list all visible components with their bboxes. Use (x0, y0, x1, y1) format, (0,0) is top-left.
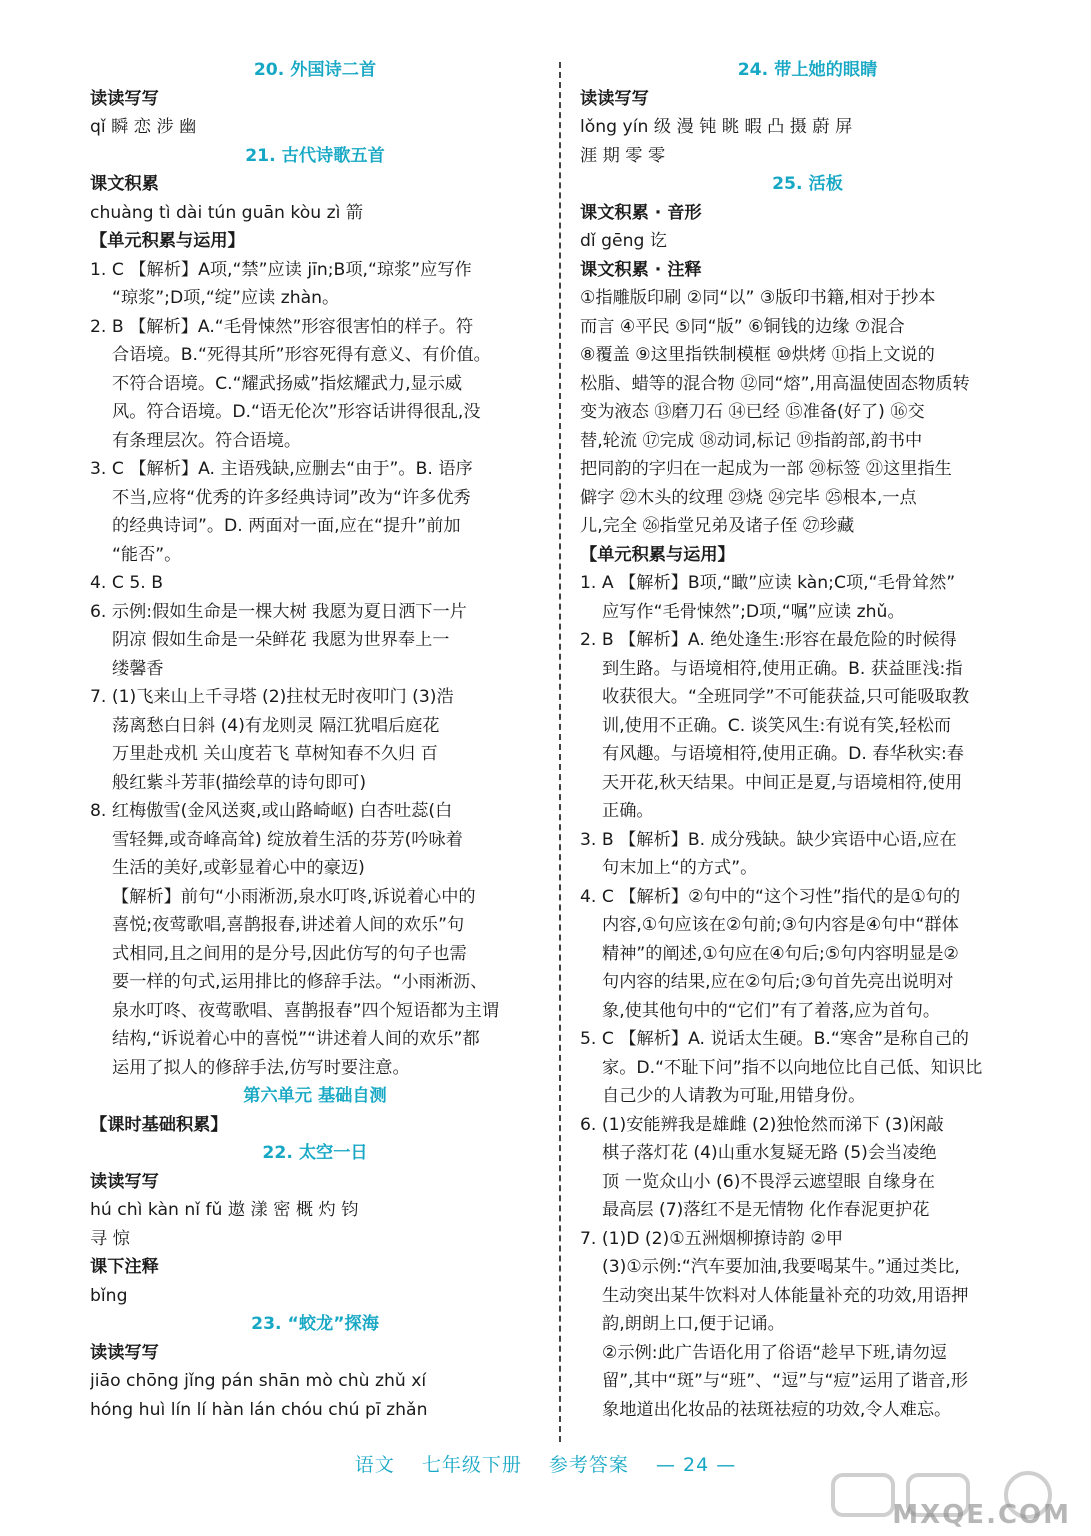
left-column (90, 56, 540, 1424)
right-text-line: 韵,朗朗上口,便于记诵。 (602, 1314, 785, 1334)
right-heading: 读读写写 (580, 88, 649, 109)
right-text-line: 最高层 (7)落红不是无情物 化作春泥更护花 (602, 1200, 930, 1220)
left-text-line: 寻 惊 (90, 1228, 130, 1249)
right-column (580, 56, 1035, 1424)
left-text-line: 不符合语境。C.“耀武扬威”指炫耀武力,显示威 (112, 373, 463, 394)
left-text-line: “能否”。 (112, 544, 182, 565)
right-title: 24. 带上她的眼睛 (737, 60, 878, 80)
left-text-line: 式相同,且之间用的是分号,因此仿写的句子也需 (112, 943, 467, 964)
right-text-line: 天开花,秋天结果。中间正是夏,与语境相符,使用 (602, 772, 963, 793)
footer-page-number: — 24 — (655, 1454, 737, 1476)
right-text-line: 变为液态 ⑬磨刀石 ⑭已经 ⑮准备(好了) ⑯交 (580, 402, 925, 422)
right-text-line: 留”,其中“斑”与“班”、“逗”与“痘”运用了谐音,形 (602, 1371, 969, 1391)
right-text-line: 到生路。与语境相符,使用正确。B. 获益匪浅:指 (602, 658, 963, 679)
left-text-line: “琼浆”;D项,“绽”应读 zhàn。 (112, 288, 340, 308)
right-text-line: 2. B 【解析】A. 绝处逢生:形容在最危险的时候得 (580, 630, 957, 650)
right-title: 25. 活板 (772, 174, 843, 194)
left-text-line: 风。符合语境。D.“语无伦次”形容话讲得很乱,没 (112, 402, 481, 422)
left-text-line: 6. 示例:假如生命是一棵大树 我愿为夏日洒下一片 (90, 601, 467, 622)
left-text-line: 阴凉 假如生命是一朵鲜花 我愿为世界奉上一 (112, 630, 450, 650)
right-text-line: (3)①示例:“汽车要加油,我要喝某牛。”通过类比, (602, 1257, 960, 1277)
left-heading: 读读写写 (90, 88, 159, 109)
left-heading: 课下注释 (90, 1257, 159, 1277)
right-text-line: 涯 期 零 零 (580, 145, 666, 166)
left-text-line: hú chì kàn nǐ fǔ 遨 漾 密 概 灼 钧 (90, 1200, 359, 1220)
right-heading: 【单元积累与运用】 (580, 544, 735, 565)
right-text-line: 松脂、蜡等的混合物 ⑫同“熔”,用高温使固态物质转 (580, 373, 970, 394)
left-text-line: 般红紫斗芳菲(描绘草的诗句即可) (112, 772, 367, 793)
left-text-line: 有条理层次。符合语境。 (112, 430, 302, 451)
left-text-line: 生活的美好,或彰显着心中的豪迈) (112, 858, 365, 878)
left-text-line: chuàng tì dài tún guān kòu zì 箭 (90, 202, 364, 223)
left-heading: 读读写写 (90, 1342, 159, 1363)
right-text-line: 精神”的阐述,①句应在④句后;⑤句内容明显是② (602, 943, 959, 964)
right-text-line: 训,使用不正确。C. 谈笑风生:有说有笑,轻松而 (602, 715, 952, 736)
left-text-line: 4. C 5. B (90, 573, 163, 593)
footer-subject: 语文 (354, 1454, 395, 1476)
watermark-text: MXQE.COM (892, 1500, 1071, 1530)
right-text-line: 5. C 【解析】A. 说话太生硬。B.“寒舍”是称自己的 (580, 1029, 969, 1049)
right-heading: 课文积累 · 音形 (580, 202, 702, 223)
right-text-line: 句内容的结果,应在②句后;③句首先亮出说明对 (602, 972, 954, 992)
left-text-line: qǐ 瞬 恋 涉 幽 (90, 117, 197, 137)
right-text-line: 棋子落灯花 (4)山重水复疑无路 (5)会当凌绝 (602, 1143, 937, 1163)
right-heading: 课文积累 · 注释 (580, 259, 702, 280)
right-text-line: 把同韵的字归在一起成为一部 ⑳标签 ㉑这里指生 (580, 459, 952, 479)
right-text-line: 僻字 ㉒木头的纹理 ㉓烧 ㉔完毕 ㉕根本,一点 (580, 487, 917, 508)
left-heading: 课文积累 (90, 174, 159, 194)
left-text-line: 1. C 【解析】A项,“禁”应读 jīn;B项,“琼浆”应写作 (90, 259, 472, 280)
right-text-line: 6. (1)安能辨我是雄雌 (2)独怆然而涕下 (3)闲敲 (580, 1114, 944, 1135)
left-text-line: 的经典诗词”。D. 两面对一面,应在“提升”前加 (112, 516, 461, 536)
right-text-line: 应写作“毛骨悚然”;D项,“嘱”应读 zhǔ。 (602, 601, 905, 622)
left-text-line: 要一样的句式,运用排比的修辞手法。“小雨淅沥、 (112, 972, 488, 992)
right-text-line: ⑧覆盖 ⑨这里指铁制模框 ⑩烘烤 ⑪指上文说的 (580, 345, 935, 365)
left-text-line: 荡离愁白日斜 (4)有龙则灵 隔江犹唱后庭花 (112, 715, 440, 736)
left-text-line: 喜悦;夜莺歌唱,喜鹊报春,讲述着人间的欢乐”句 (112, 915, 465, 935)
left-title: 23. “蛟龙”探海 (251, 1314, 379, 1334)
right-text-line: 收获很大。“全班同学”不可能获益,只可能吸取教 (602, 687, 970, 707)
right-text-line: 象,使其他句中的“它们”有了着落,应为首句。 (602, 1000, 941, 1021)
left-text-line: 泉水叮咚、夜莺歌唱、喜鹊报春”四个短语都为主谓 (112, 1000, 500, 1021)
left-heading: 【课时基础积累】 (90, 1114, 228, 1135)
left-text-line: 不当,应将“优秀的许多经典诗词”改为“许多优秀 (112, 487, 471, 508)
left-text-line: 8. 红梅傲雪(金风送爽,或山路崎岖) 白杏吐蕊(白 (90, 801, 453, 821)
right-text-line: dǐ gēng 讫 (580, 231, 668, 251)
left-title: 22. 太空一日 (262, 1143, 368, 1163)
right-text-line: 家。D.“不耻下问”指不以向地位比自己低、知识比 (602, 1057, 983, 1078)
right-text-line: 象地道出化妆品的祛斑祛痘的功效,令人难忘。 (602, 1399, 952, 1420)
left-text-line: 缕馨香 (112, 658, 164, 679)
right-text-line: 儿,完全 ㉖指堂兄弟及诸子侄 ㉗珍藏 (580, 516, 855, 536)
left-heading: 读读写写 (90, 1171, 159, 1192)
right-text-line: 4. C 【解析】②句中的“这个习性”指代的是①句的 (580, 886, 961, 907)
column-divider (559, 62, 561, 1442)
left-title: 21. 古代诗歌五首 (245, 145, 385, 166)
left-heading: 【单元积累与运用】 (90, 231, 245, 251)
footer-section: 参考答案 (548, 1454, 629, 1476)
right-text-line: 替,轮流 ⑰完成 ⑱动词,标记 ⑲指韵部,韵书中 (580, 430, 923, 451)
right-text-line: 生动突出某牛饮料对人体能量补充的功效,用语押 (602, 1285, 969, 1306)
right-text-line: ①指雕版印刷 ②同“以” ③版印书籍,相对于抄本 (580, 288, 936, 308)
left-title: 20. 外国诗二首 (253, 60, 377, 80)
left-text-line: 雪轻舞,或奇峰高耸) 绽放着生活的芬芳(吟咏着 (112, 829, 463, 850)
right-text-line: 自己少的人请教为可耻,用错身份。 (602, 1086, 866, 1106)
left-text-line: 万里赴戎机 关山度若飞 草树知春不久归 百 (112, 744, 438, 764)
left-text-line: 结构,“诉说着心中的喜悦”“讲述着人间的欢乐”都 (112, 1029, 480, 1049)
left-text-line: 合语境。B.“死得其所”形容死得有意义、有价值。 (112, 345, 491, 365)
right-text-line: 而言 ④平民 ⑤同“版” ⑥铜钱的边缘 ⑦混合 (580, 316, 905, 337)
right-text-line: 有风趣。与语境相符,使用正确。D. 春华秋实:春 (602, 744, 964, 764)
right-text-line: 顶 一览众山小 (6)不畏浮云遮望眼 自缘身在 (602, 1171, 935, 1192)
left-text-line: jiāo chōng jǐng pán shān mò chù zhǔ xí (90, 1371, 427, 1391)
left-text-line: hóng huì lín lí hàn lán chóu chú pī zhǎn (90, 1399, 428, 1420)
left-text-line: 运用了拟人的修辞手法,仿写时要注意。 (112, 1057, 410, 1078)
right-text-line: 句末加上“的方式”。 (602, 858, 758, 878)
left-text-line: 7. (1)飞来山上千寻塔 (2)拄杖无时夜叩门 (3)浩 (90, 687, 454, 707)
left-text-line: 【解析】前句“小雨淅沥,泉水叮咚,诉说着心中的 (112, 886, 476, 907)
left-text-line: 3. C 【解析】A. 主语残缺,应删去“由于”。B. 语序 (90, 459, 473, 479)
right-text-line: 3. B 【解析】B. 成分残缺。缺少宾语中心语,应在 (580, 829, 957, 850)
left-title: 第六单元 基础自测 (243, 1086, 387, 1106)
left-text-line: bǐng (90, 1285, 128, 1306)
right-text-line: 1. A 【解析】B项,“瞰”应读 kàn;C项,“毛骨耸然” (580, 573, 956, 593)
right-text-line: 7. (1)D (2)①五洲烟柳撩诗韵 ②甲 (580, 1228, 844, 1249)
right-text-line: 内容,①句应该在②句前;③句内容是④句中“群体 (602, 915, 959, 935)
right-text-line: ②示例:此广告语化用了俗语“趁早下班,请勿逗 (602, 1342, 947, 1363)
right-text-line: 正确。 (602, 801, 654, 821)
right-text-line: lǒng yín 级 漫 钝 眺 暇 凸 摄 蔚 屏 (580, 117, 853, 137)
footer-grade: 七年级下册 (421, 1454, 522, 1476)
left-text-line: 2. B 【解析】A.“毛骨悚然”形容很害怕的样子。符 (90, 316, 474, 337)
